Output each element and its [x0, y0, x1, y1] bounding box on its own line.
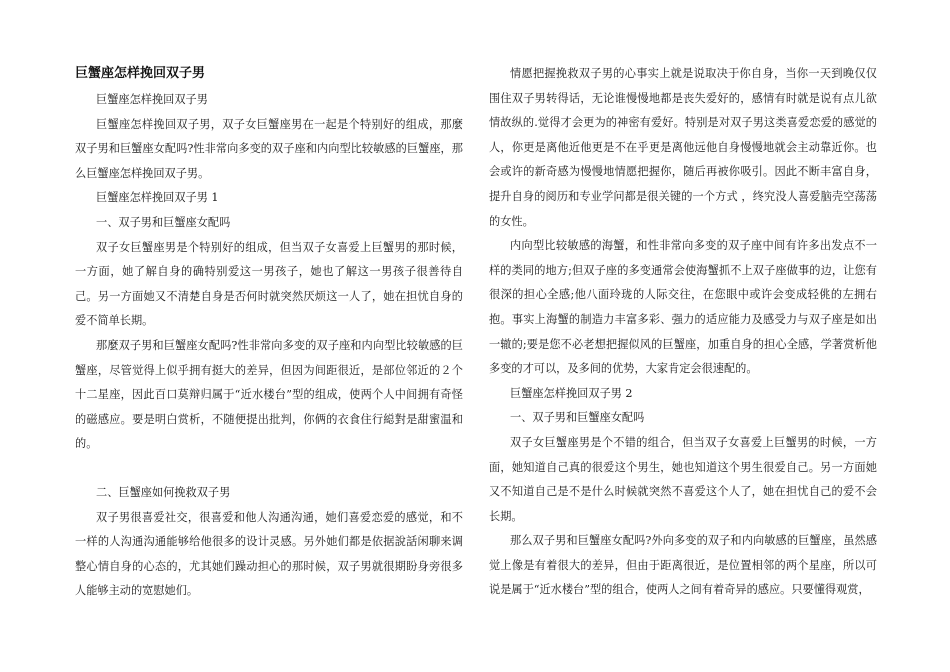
subsection-heading: 二、巨蟹座如何挽救双子男: [96, 485, 231, 499]
body-paragraph: 双子男很喜爱社交，很喜爱和他人沟通沟通，她们喜爱恋爱的感觉，和不一样的人沟通沟通能够给他很多的设计灵感。另外她们都是依据說話闲聊来调整心情自身的心态的，尤其她们躁动担心的那时候，双子男就很期盼身旁很多人能够主动的宽慰她们。: [75, 510, 463, 598]
body-paragraph: 那麼双子男和巨蟹座女配吗?性非常向多变的双子座和内向型比较敏感的巨蟹座，尽管觉得上似乎拥有挺大的差异，但因为间距很近，是部位邻近的２个十二星座，因此百口莫辩归属于“近水楼台”型的组成，使两个人中间拥有奇怪的磁感应。要是明白赏析，不随便提出批判，你俩的衣食住行縂對是甜蜜温和的。: [75, 338, 463, 451]
body-paragraph: 那么双子男和巨蟹座女配吗?外向多变的双子和内向敏感的巨蟹座，虽然感觉上像是有着很大的差异，但由于距离很近，是位置相邻的两个星座，所以可说是属于“近水楼台”型的组合，使两人之间有着奇异的感应。只要懂得观赏，: [489, 534, 877, 597]
body-paragraph: 情愿把握挽救双子男的心事实上就是说取决于你自身，当你一天到晚仅仅围住双子男转得话，无论谁慢慢地都是丧失爱好的，感情有时就是说有点儿欲情故纵的.觉得才会更为的神密有爱好。特别是对双子男这类喜爱恋爱的感觉的人，你更是离他近他更是不在乎更是离他远他自身慢慢地就会主动靠近你。也会或许的新奇感为慢慢地情愿把握你，随后再被你吸引。因此不断丰富自身，提升自身的阅历和专业学问都是很关键的一个方式 ，终究没人喜爱脑壳空荡荡的女性。: [489, 67, 877, 228]
subsection-heading: 一、双子男和巨蟹座女配吗: [96, 215, 231, 229]
section-heading: 巨蟹座怎样挽回双子男 1: [96, 191, 219, 205]
body-paragraph: 双子女巨蟹座男是个不错的组合，但当双子女喜爱上巨蟹男的时候，一方面，她知道自己真的很爱这个男生，她也知道这个男生很爱自己。另一方面她又不知道自己是不是什么时候就突然不喜爱这个人了，她在担忧自己的爱不会长期。: [489, 435, 877, 523]
body-paragraph: 内向型比较敏感的海蟹，和性非常向多变的双子座中间有许多出发点不一样的类同的地方;但双子座的多变通常会使海蟹抓不上双子座做事的边，让您有很深的担心全感;他八面玲珑的人际交往，在您眼中或许会变成轻佻的左拥右抱。事实上海蟹的制造力丰富多彩、强力的适应能力及感受力与双子座是如出一辙的;要是您不必老想把握似风的巨蟹座，加重自身的担心全感，学著赏析他多变的才可以，及多间的优势，大家肯定会很速配的。: [489, 239, 877, 376]
spacer: [75, 457, 463, 481]
body-paragraph: 双子女巨蟹座男是个特别好的组成，但当双子女喜爱上巨蟹男的那时候，一方面，她了解自身的确特别爱这一男孩子，她也了解这一男孩子很善待自己。另一方面她又不清楚自身是否何时就突然厌烦这一人了，她在担忧自身的爱不简单长期。: [75, 240, 463, 328]
document-title: 巨蟹座怎样挽回双子男: [75, 66, 206, 81]
intro-paragraph: 巨蟹座怎样挽回双子男，双子女巨蟹座男在一起是个特别好的组成，那麼双子男和巨蟹座女配吗?性非常向多变的双子座和内向型比较敏感的巨蟹座，那么巨蟹座怎样挽回双子男。: [75, 117, 463, 180]
section-heading: 巨蟹座怎样挽回双子男 2: [510, 386, 633, 400]
subsection-heading: 一、双子男和巨蟹座女配吗: [510, 411, 645, 425]
right-column: [489, 62, 877, 603]
left-column: [75, 62, 463, 604]
subtitle: 巨蟹座怎样挽回双子男: [96, 93, 208, 106]
